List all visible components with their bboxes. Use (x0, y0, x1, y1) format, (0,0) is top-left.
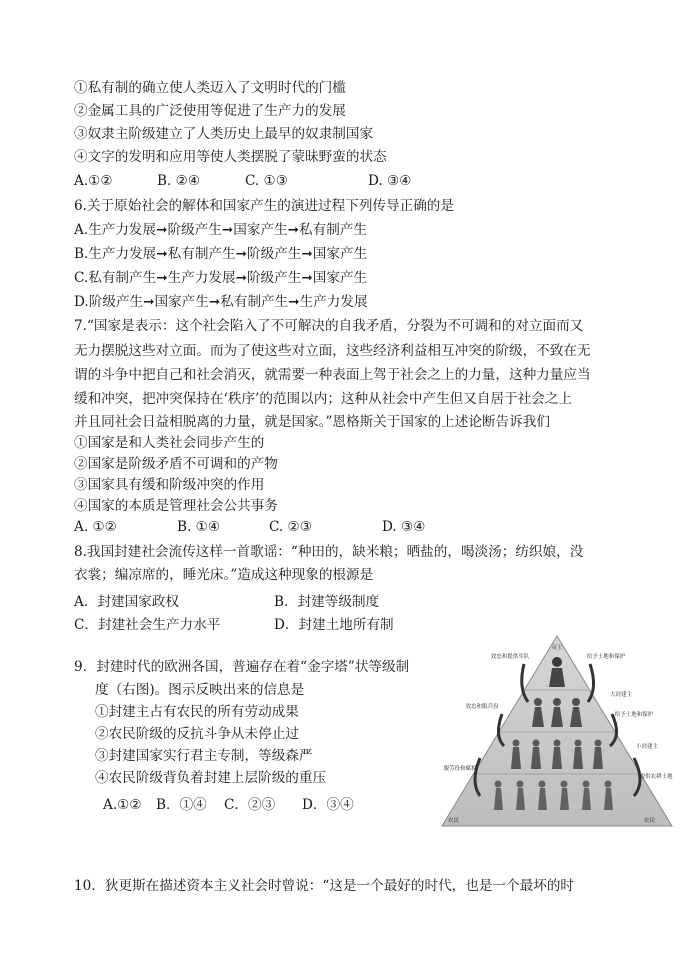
q9-item-1: ①封建主占有农民的所有劳动成果 (95, 704, 299, 720)
q9-stem-line-2: 度（右图)。图示反映出来的信息是 (95, 682, 305, 698)
q5-item-3: ③奴隶主阶级建立了人类历史上最早的奴隶制国家 (74, 126, 374, 142)
q6-option-b[interactable]: B.生产力发展➞私有制产生➞阶级产生➞国家产生 (74, 246, 368, 262)
q5-item-4: ④文字的发明和应用等使人类摆脱了蒙昧野蛮的状态 (74, 149, 387, 165)
q9-item-3: ③封建国家实行君主专制，等级森严 (95, 748, 313, 764)
q6-stem: 6.关于原始社会的解体和国家产生的演进过程下列传导正确的是 (74, 198, 454, 214)
q7-options (74, 519, 425, 535)
label-loyalty-service: 效忠和服兵役 (465, 704, 499, 710)
label-loyalty-army: 效忠和提供军队 (490, 654, 530, 660)
q7-item-1: ①国家是和人类社会同步产生的 (74, 435, 265, 451)
q7-option-d[interactable]: D. ③④ (382, 519, 426, 535)
q7-option-b[interactable]: B. ①④ (177, 519, 221, 535)
q5-options (74, 173, 411, 189)
q9-item-4: ④农民阶级背负着封建上层阶级的重压 (95, 770, 327, 786)
label-minor-lord: 小封建主 (636, 744, 659, 750)
label-peasant-right: 农民 (644, 818, 656, 824)
q8-stem-line-1: 8.我国封建社会流传这样一首歌谣：“种田的，缺米粮；晒盐的，喝淡汤；纺织娘，没 (74, 544, 584, 560)
q9-option-b[interactable]: B．①④ (156, 797, 207, 813)
q7-item-4: ④国家的本质是管理社会公共事务 (74, 498, 278, 514)
q6-option-d[interactable]: D.阶级产生➞国家产生➞私有制产生➞生产力发展 (74, 294, 368, 310)
q8-option-b[interactable]: B．封建等级制度 (274, 594, 380, 610)
label-peasant-left: 农民 (448, 818, 460, 824)
q7-stem-line-3: 谓的斗争中把自己和社会消灭，就需要一种表面上驾于社会之上的力量，这种力量应当 (74, 367, 591, 383)
q5-option-b[interactable]: B. ②④ (157, 173, 201, 189)
q9-option-a[interactable]: A.①② (103, 797, 142, 813)
q9-option-d[interactable]: D．③④ (302, 797, 354, 813)
q7-stem-line-1: 7.“国家是表示：这个社会陷入了不可解决的自我矛盾，分裂为不可调和的对立面而又 (74, 318, 584, 334)
label-great-lord: 大封建主 (610, 692, 633, 698)
great-lord-figure-icon (532, 698, 582, 727)
q5-option-c[interactable]: C. ①③ (245, 173, 288, 189)
q8-options-row-2 (74, 613, 394, 633)
q7-option-c[interactable]: C. ②③ (269, 519, 312, 535)
q5-option-a[interactable]: A.①② (74, 173, 113, 189)
q8-option-a[interactable]: A．封建国家政权 (74, 594, 179, 610)
q8-option-d[interactable]: D．封建土地所有制 (274, 617, 394, 633)
label-king: 帝王 (551, 645, 563, 651)
q7-item-2: ②国家是阶级矛盾不可调和的产物 (74, 456, 278, 472)
q9-options (103, 793, 354, 813)
q5-option-d[interactable]: D. ③④ (368, 173, 412, 189)
q7-stem-line-5: 并且同社会日益相脱离的力量，就是国家。”恩格斯关于国家的上述论断告诉我们 (74, 414, 550, 430)
feudal-pyramid-figure (440, 632, 674, 828)
q7-stem-line-4: 缓和冲突，把冲突保持在‘秩序’的范围以内；这种从社会中产生但又自居于社会之上 (74, 391, 573, 407)
label-farmland: 提供农耕土地 (639, 774, 673, 780)
q5-item-2: ②金属工具的广泛使用等促进了生产力的发展 (74, 103, 346, 119)
q7-stem-line-2: 无力摆脱这些对立面。而为了使这些对立面，这些经济利益相互冲突的阶级，不致在无 (74, 343, 591, 359)
q9-option-c[interactable]: C．②③ (224, 797, 276, 813)
label-labor-tax: 服劳役和赋税 (443, 766, 477, 772)
label-land-protection-2: 给予土地和保护 (614, 712, 654, 718)
q8-stem-line-2: 衣裳；编凉席的，睡光床。”造成这种现象的根源是 (74, 567, 374, 583)
label-land-protection-1: 给予土地和保护 (586, 654, 626, 660)
q7-option-a[interactable]: A. ①② (74, 519, 117, 535)
q5-item-1: ①私有制的确立使人类迈入了文明时代的门槛 (74, 80, 346, 96)
q8-option-c[interactable]: C．封建社会生产力水平 (74, 617, 221, 633)
q7-item-3: ③国家具有缓和阶级冲突的作用 (74, 477, 265, 493)
q9-item-2: ②农民阶级的反抗斗争从未停止过 (95, 726, 299, 742)
q9-stem-line-1: 9．封建时代的欧洲各国，普遍存在着“金字塔”状等级制 (74, 659, 410, 675)
q8-options-row-1 (74, 590, 379, 610)
q6-option-a[interactable]: A.生产力发展➞阶级产生➞国家产生➞私有制产生 (74, 222, 367, 238)
q6-option-c[interactable]: C.私有制产生➞生产力发展➞阶级产生➞国家产生 (74, 270, 368, 286)
q10-stem: 10．狄更斯在描述资本主义社会时曾说：“这是一个最好的时代，也是一个最坏的时 (74, 878, 575, 894)
